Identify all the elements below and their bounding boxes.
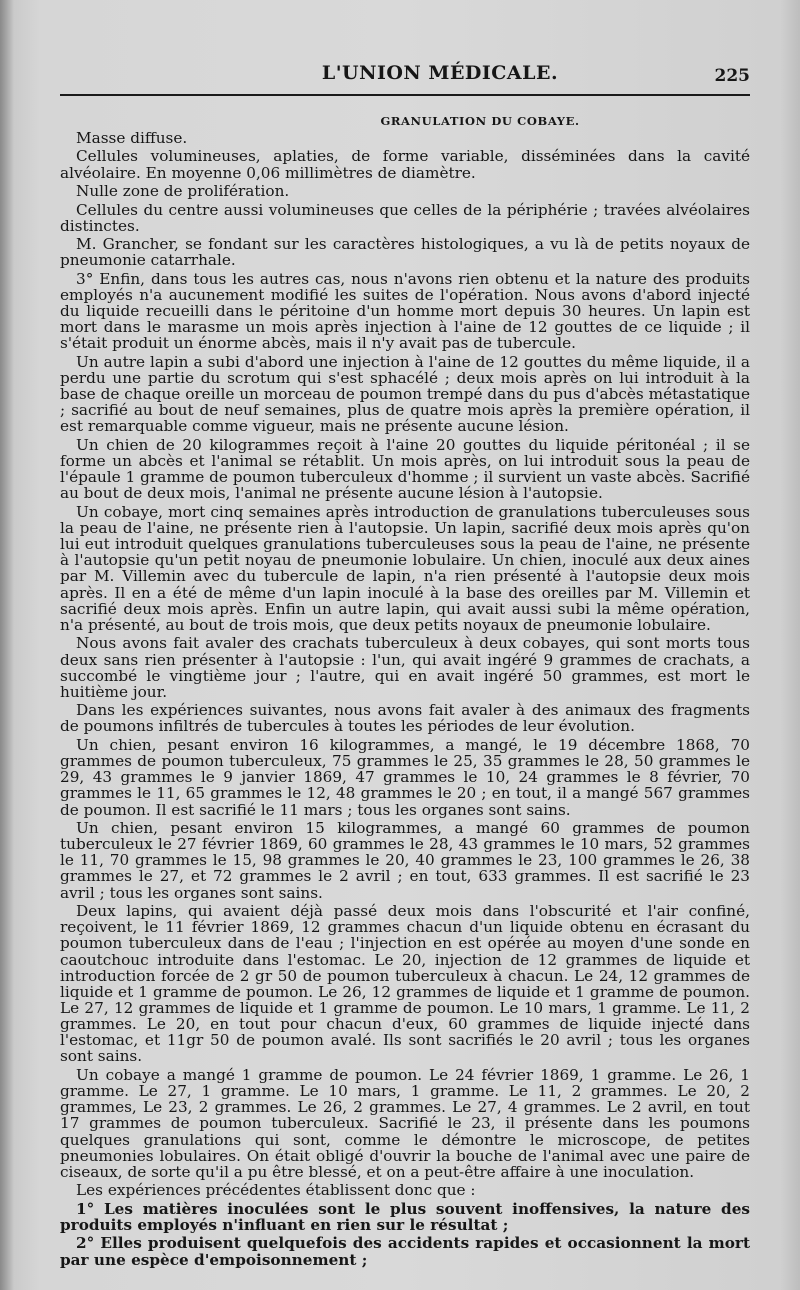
conclusion-item-1: 1° Les matières inoculées sont le plus souvent inoffensives, la nature des produits employés n'influant en rien sur le résultat ; bbox=[60, 1199, 750, 1234]
paragraph: 3° Enfin, dans tous les autres cas, nous n'avons rien obtenu et la nature des produits employés n'a aucunement modifié les suites de l'opération. Nous avons d'abord injecté du liquide recueilli dans le péritoine d'un homme mort depuis 30 heures. Un lapin est mort dans le marasme un mois après injection à l'aine de 12 gouttes de ce liquide ; il s'était produit un énorme abcès, mais il n'y avait pas de tubercule. bbox=[60, 269, 750, 353]
paragraph: Nous avons fait avaler des crachats tuberculeux à deux cobayes, qui sont morts tous deux sans rien présenter à l'autopsie : l'un, qui avait ingéré 9 grammes de crachats, a succombé le vingtième jour ; l'autre, qui en avait ingéré 50 grammes, est mort le huitième jour. bbox=[60, 634, 750, 701]
paragraph: Un chien, pesant environ 15 kilogrammes, a mangé 60 grammes de poumon tuberculeux le 27 février 1869, 60 grammes le 28, 43 grammes le 10 mars, 52 grammes le 11, 70 grammes le 15, 98 grammes le 20, 40 grammes le 23, 100 grammes le 26, 38 grammes le 27, et 72 grammes le 2 avril ; en tout, 633 grammes. Il est sacrifié le 23 avril ; tous les organes sont sains. bbox=[60, 818, 750, 902]
paragraph: Deux lapins, qui avaient déjà passé deux mois dans l'obscurité et l'air confiné, reçoivent, le 11 février 1869, 12 grammes chacun d'un liquide obtenu en écrasant du poumon tuberculeux dans de l'eau ; l'injection en est opérée au moyen d'une sonde en caoutchouc introduite dans l'estomac. Le 20, injection de 12 grammes de liquide et introduction forcée de 2 gr 50 de poumon tuberculeux à chacun. Le 24, 12 grammes de liquide et 1 gramme de poumon. Le 26, 12 grammes de liquide et 1 gramme de poumon. Le 27, 12 grammes de liquide et 1 gramme de poumon. Le 10 mars, 1 gramme. Le 11, 2 grammes. Le 20, en tout pour chacun d'eux, 60 grammes de liquide injecté dans l'estomac, et 11gr 50 de poumon avalé. Ils sont sacrifiés le 20 avril ; tous les organes sont sains. bbox=[60, 902, 750, 1066]
page-number: 225 bbox=[714, 66, 750, 86]
header-rule bbox=[60, 94, 750, 96]
page-gutter-shadow bbox=[0, 0, 14, 1290]
paragraph: Nulle zone de prolifération. bbox=[76, 182, 290, 201]
paragraph: Un chien de 20 kilogrammes reçoit à l'aine 20 gouttes du liquide péritonéal ; il se forme un abcès et l'animal se rétablit. Un mois après, on lui introduit sous la peau de l'épaule 1 gramme de poumon tuberculeux d'homme ; il survient un vaste abcès. Sacrifié au bout de deux mois, l'animal ne présente aucune lésion à l'autopsie. bbox=[60, 435, 750, 503]
paragraph: Un chien, pesant environ 16 kilogrammes, a mangé, le 19 décembre 1868, 70 grammes de poumon tuberculeux, 75 grammes le 25, 35 grammes le 28, 50 grammes le 29, 43 grammes le 9 janvier 1869, 47 grammes le 10, 24 grammes le 8 février, 70 grammes le 11, 65 grammes le 12, 48 grammes le 20 ; en tout, il a mangé 567 grammes de poumon. Il est sacrifié le 11 mars ; tous les organes sont sains. bbox=[60, 735, 750, 819]
paragraph: Cellules du centre aussi volumineuses que celles de la périphérie ; travées alvéolaires distinctes. bbox=[60, 200, 750, 235]
paragraph: Un autre lapin a subi d'abord une injection à l'aine de 12 gouttes du même liquide, il a perdu une partie du scrotum qui s'est sphacélé ; deux mois après on lui introduit à la base de chaque oreille un morceau de poumon trempé dans du pus d'abcès métastatique ; sacrifié au bout de neuf semaines, plus de quatre mois après la première opération, il est remarquable comme vigueur, mais ne présente aucune lésion. bbox=[60, 352, 750, 436]
paragraph: M. Grancher, se fondant sur les caractères histologiques, a vu là de petits noyaux de pneumonie catarrhale. bbox=[60, 235, 750, 270]
paragraph: Masse diffuse. bbox=[76, 129, 188, 147]
paragraph: Les expériences précédentes établissent donc que : bbox=[76, 1181, 476, 1200]
section-heading: GRANULATION DU COBAYE. bbox=[380, 114, 580, 128]
paragraph: Dans les expériences suivantes, nous avons fait avaler à des animaux des fragments de poumons infiltrés de tubercules à toutes les périodes de leur évolution. bbox=[60, 701, 750, 736]
paragraph: Un cobaye a mangé 1 gramme de poumon. Le 24 février 1869, 1 gramme. Le 26, 1 gramme. Le 27, 1 gramme. Le 10 mars, 1 gramme. Le 11, 2 grammes. Le 20, 2 grammes, Le 23, 2 grammes. Le 26, 2 grammes. Le 27, 4 grammes. Le 2 avril, en tout 17 grammes de poumon tuberculeux. Sacrifié le 23, il présente dans les poumons quelques granulations qui sont, comme le démontre le microscope, de petites pneumonies lobulaires. On était obligé d'ouvrir la bouche de l'animal avec une paire de ciseaux, de sorte qu'il a pu être blessé, et on a peut-être affaire à une inoculation. bbox=[60, 1065, 750, 1181]
body-text bbox=[60, 114, 750, 1270]
running-title: L'UNION MÉDICALE. bbox=[321, 62, 559, 84]
conclusion-item-2: 2° Elles produisent quelquefois des accidents rapides et occasionnent la mort par une espèce d'empoisonnement ; bbox=[60, 1234, 750, 1269]
page-header bbox=[60, 62, 750, 92]
paragraph: Cellules volumineuses, aplaties, de forme variable, disséminées dans la cavité alvéolaire. En moyenne 0,06 millimètres de diamètre. bbox=[60, 147, 750, 182]
paragraph: Un cobaye, mort cinq semaines après introduction de granulations tuberculeuses sous la peau de l'aine, ne présente rien à l'autopsie. Un lapin, sacrifié deux mois après qu'on lui eut introduit quelques granulations tuberculeuses sous la peau de l'aine, ne présente à l'autopsie qu'un petit noyau de pneumonie lobulaire. Un chien, inoculé aux deux aines par M. Villemin avec du tubercule de lapin, n'a rien présenté à l'autopsie deux mois après. Il en a été de même d'un lapin inoculé à la base des oreilles par M. Villemin et sacrifié deux mois après. Enfin un autre lapin, qui avait aussi subi la même opération, n'a présenté, au bout de trois mois, que deux petits noyaux de pneumonie lobulaire. bbox=[60, 502, 750, 634]
